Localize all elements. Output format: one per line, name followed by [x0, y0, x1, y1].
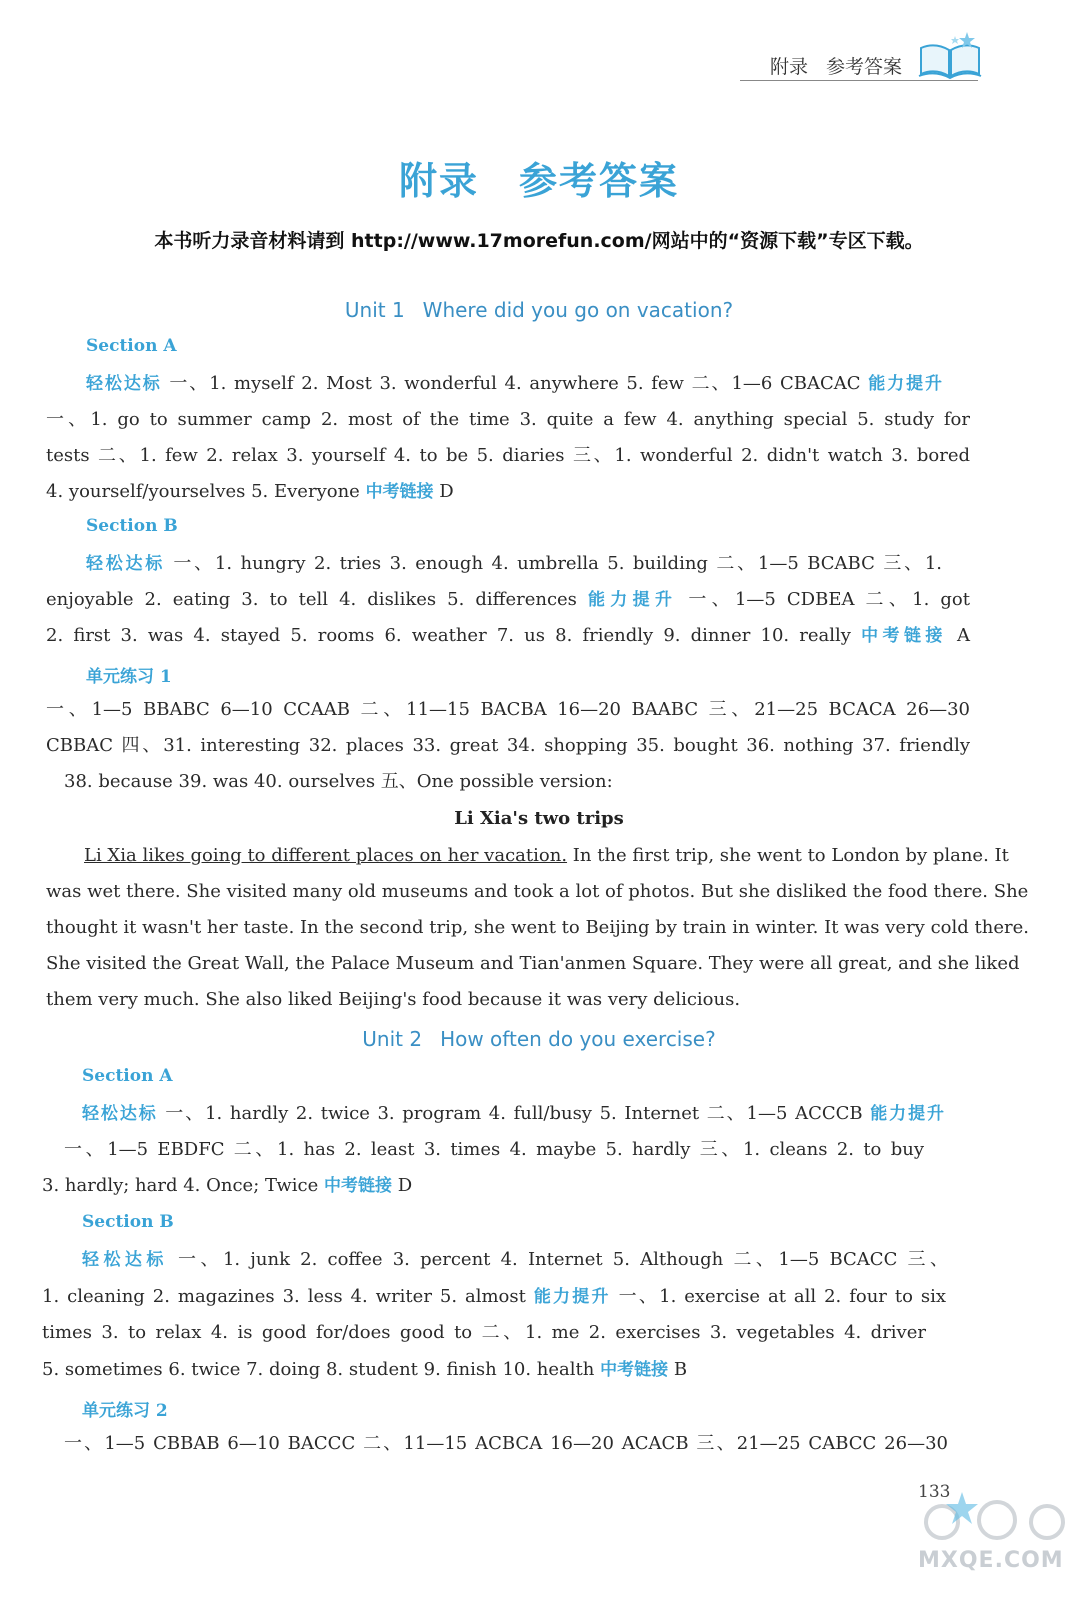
tag-improve: 能力提升 — [533, 1287, 611, 1307]
u2a-line-2: 一、1—5 EBDFC 二、1. has 2. least 3. times 4. maybe 5. hardly 三、1. cleans 2. to buy — [64, 1139, 924, 1160]
essay-line-3: thought it wasn't her taste. In the second trip, she went to Beijing by train in winter. It was very cold there. — [46, 917, 1029, 938]
u1r-line-1: 一、1—5 BBABC 6—10 CCAAB 二、11—15 BACBA 16—20 BAABC 三、21—25 BCACA 26—30 — [46, 699, 970, 720]
unit-2-title: How often do you exercise? — [440, 1027, 716, 1051]
open-book-icon — [915, 30, 985, 82]
u1a-line-2-text: 一、1. go to summer camp 2. most of the time 3. quite a few 4. anything special 5. study for — [46, 409, 970, 430]
u2b-line-2 — [42, 1285, 946, 1309]
unit-2-section-a-heading: Section A — [82, 1066, 173, 1086]
u1b-line-3-text: 2. first 3. was 4. stayed 5. rooms 6. weather 7. us 8. friendly 9. dinner 10. really — [46, 625, 851, 646]
unit-2-section-b-heading: Section B — [82, 1212, 174, 1232]
unit-1-title: Where did you go on vacation? — [422, 298, 734, 322]
u1b-line-1-text: 一、1. hungry 2. tries 3. enough 4. umbrella 5. building 二、1—5 BCABC 三、1. — [173, 553, 942, 574]
unit-1-number: Unit 1 — [344, 298, 405, 322]
essay-line-1 — [84, 844, 1009, 868]
u2b-line-2-text: 1. cleaning 2. magazines 3. less 4. writer 5. almost — [42, 1286, 526, 1307]
u1a-line-2 — [46, 408, 970, 432]
u2b-line-3: times 3. to relax 4. is good for/does good to 二、1. me 2. exercises 3. vegetables 4. driver — [42, 1322, 926, 1343]
u1a-line-1-text: 一、1. myself 2. Most 3. wonderful 4. anywhere 5. few 二、1—6 CBACAC — [169, 373, 861, 394]
essay-title: Li Xia's two trips — [454, 808, 624, 829]
u1a-line-4-text: 4. yourself/yourselves 5. Everyone — [46, 481, 360, 502]
title-answers: 参考答案 — [519, 159, 680, 203]
unit-2-number: Unit 2 — [362, 1027, 423, 1051]
essay-line-4: She visited the Great Wall, the Palace Museum and Tian'anmen Square. They were all great, and she liked — [46, 953, 1020, 974]
essay-topic-sentence: Li Xia likes going to different places on her vacation. — [84, 845, 568, 866]
u1a-line-3: tests 二、1. few 2. relax 3. yourself 4. to be 5. diaries 三、1. wonderful 2. didn't watch 3. bored — [46, 445, 970, 466]
tag-improve: 能力提升 — [587, 590, 678, 610]
u1a-line-4 — [46, 480, 970, 504]
u2a-line-1 — [82, 1102, 944, 1126]
unit-2-heading — [0, 1027, 1078, 1051]
unit-1-review-heading: 单元练习 1 — [86, 667, 172, 687]
tag-easy: 轻松达标 — [82, 1250, 168, 1270]
u2b-line-4-text: 5. sometimes 6. twice 7. doing 8. student 9. finish 10. health — [42, 1359, 595, 1380]
unit-2-review-heading: 单元练习 2 — [82, 1401, 168, 1421]
essay-line-1-rest: In the first trip, she went to London by plane. It — [567, 845, 1009, 866]
watermark-text: MXQE.COM — [918, 1548, 1064, 1573]
u2a-line-3 — [42, 1174, 966, 1198]
u2r-line-1: 一、1—5 CBBAB 6—10 BACCC 二、11—15 ACBCA 16—20 ACACB 三、21—25 CABCC 26—30 — [64, 1433, 948, 1454]
watermark-logo — [902, 1482, 1072, 1592]
essay-line-5: them very much. She also liked Beijing's food because it was very delicious. — [46, 989, 741, 1010]
running-head-answers: 参考答案 — [826, 56, 903, 78]
title-appendix: 附录 — [398, 159, 479, 203]
u2a-line-1-text: 一、1. hardly 2. twice 3. program 4. full/busy 5. Internet 二、1—5 ACCCB — [165, 1103, 863, 1124]
u1b-line-2 — [46, 588, 970, 612]
essay-line-2: was wet there. She visited many old museums and took a lot of photos. But she disliked the food there. She — [46, 881, 1029, 902]
running-head-appendix: 附录 — [770, 56, 809, 78]
tag-exam: 中考链接 — [600, 1360, 669, 1380]
u1b-line-2-text: enjoyable 2. eating 3. to tell 4. dislikes 5. differences — [46, 589, 577, 610]
tag-improve: 能力提升 — [868, 374, 942, 394]
u1b-line-1 — [86, 552, 942, 576]
u2b-line-2-text-b: 一、1. exercise at all 2. four to six — [618, 1286, 946, 1307]
u1b-line-2-text-b: 一、1—5 CDBEA 二、1. got — [688, 589, 970, 610]
unit-1-heading — [0, 298, 1078, 322]
u1a-exam-answer: D — [439, 481, 454, 502]
running-head — [770, 52, 902, 79]
u1a-line-1 — [86, 372, 942, 396]
u1r-line-3: 38. because 39. was 40. ourselves 五、One possible version: — [64, 771, 613, 792]
u2b-line-1 — [82, 1248, 948, 1272]
u2b-line-1-text: 一、1. junk 2. coffee 3. percent 4. Internet 5. Although 二、1—5 BCACC 三、 — [178, 1249, 948, 1270]
u2b-exam-answer: B — [673, 1359, 688, 1380]
tag-exam: 中考链接 — [861, 626, 947, 646]
u2a-line-3-text: 3. hardly; hard 4. Once; Twice — [42, 1175, 319, 1196]
u1r-line-2: CBBAC 四、31. interesting 32. places 33. great 34. shopping 35. bought 36. nothing 37. friendly — [46, 735, 970, 756]
u2b-line-4 — [42, 1358, 966, 1382]
u2a-exam-answer: D — [397, 1175, 413, 1196]
page-number: 133 — [918, 1482, 951, 1502]
tag-exam: 中考链接 — [365, 482, 434, 502]
tag-improve: 能力提升 — [870, 1104, 944, 1124]
u1b-line-3 — [46, 624, 970, 648]
unit-1-section-b-heading: Section B — [86, 516, 178, 536]
tag-exam: 中考链接 — [324, 1176, 392, 1196]
audio-notice: 本书听力录音材料请到 http://www.17morefun.com/网站中的“资源下载”专区下载。 — [154, 230, 924, 252]
tag-easy: 轻松达标 — [82, 1104, 158, 1124]
unit-1-section-a-heading: Section A — [86, 336, 177, 356]
tag-easy: 轻松达标 — [86, 374, 162, 394]
u1b-exam-answer: A — [957, 625, 970, 646]
page-title — [0, 150, 1078, 205]
tag-easy: 轻松达标 — [86, 554, 165, 574]
